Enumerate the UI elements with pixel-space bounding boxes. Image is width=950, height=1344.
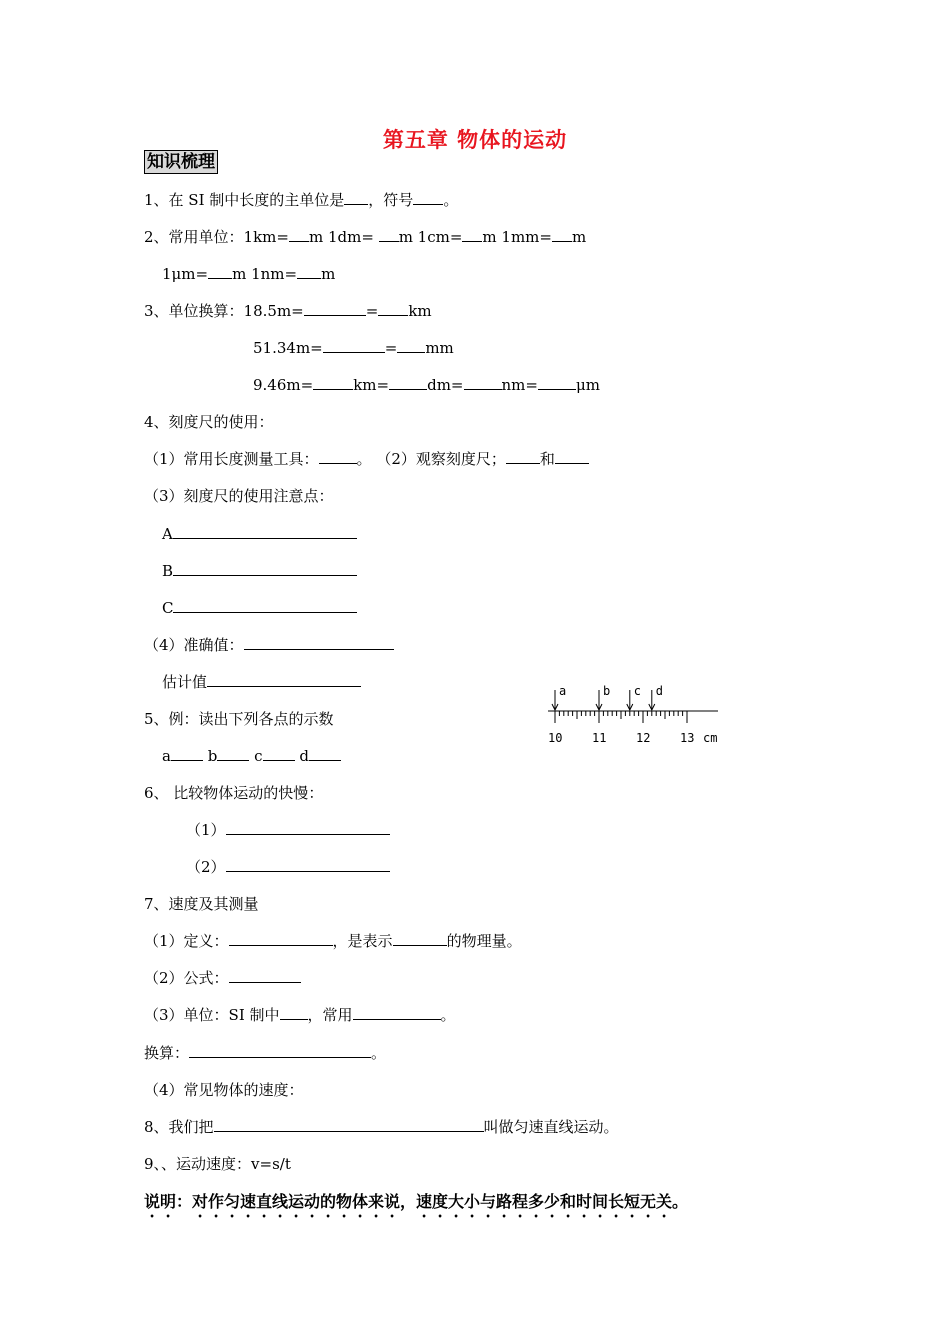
question-7: 7、速度及其测量	[144, 895, 259, 913]
ruler-point-label: d	[655, 684, 664, 698]
blank[interactable]	[280, 1005, 308, 1020]
blank[interactable]	[226, 857, 390, 872]
ruler-tick-label: 13	[680, 731, 695, 745]
point-c-line: C	[162, 598, 357, 618]
blank[interactable]	[229, 968, 301, 983]
blank[interactable]	[173, 561, 357, 576]
blank[interactable]	[208, 264, 232, 279]
point-b-line: B	[162, 561, 357, 581]
note: 说明：对作匀速直线运动的物体来说，速度大小与路程多少和时间长短无关。	[144, 1192, 689, 1211]
blank[interactable]	[379, 227, 399, 242]
ruler-point-label: a	[559, 684, 567, 698]
ruler-tick-label: 11	[592, 731, 607, 745]
blank[interactable]	[413, 190, 443, 205]
question-9: 9、、运动速度：v=s/t	[144, 1155, 291, 1173]
blank[interactable]	[263, 746, 295, 761]
ruler-figure	[540, 682, 730, 752]
blank[interactable]	[462, 227, 482, 242]
blank[interactable]	[538, 375, 576, 390]
blank[interactable]	[207, 672, 361, 687]
ruler-tick-label: 10	[548, 731, 563, 745]
blank[interactable]	[309, 746, 341, 761]
blank[interactable]	[555, 449, 589, 464]
ruler-point-label: b	[603, 684, 611, 698]
estimate-line: 估计值	[162, 672, 361, 692]
question-3-line2: 51.34m= = mm	[253, 339, 454, 357]
blank[interactable]	[217, 746, 249, 761]
section-heading: 知识梳理	[144, 150, 218, 174]
question-7-speeds: （4）常见物体的速度：	[144, 1081, 304, 1099]
question-4-part4: （4）准确值：	[144, 635, 394, 655]
blank[interactable]	[378, 301, 408, 316]
blank[interactable]	[214, 1117, 484, 1132]
blank[interactable]	[297, 264, 321, 279]
question-4-part3: （3）刻度尺的使用注意点：	[144, 487, 334, 505]
blank[interactable]	[353, 1005, 441, 1020]
question-7-conversion: 换算： 。	[144, 1044, 387, 1062]
blank[interactable]	[229, 931, 333, 946]
question-5: 5、例：读出下列各点的示数	[144, 710, 334, 728]
blank[interactable]	[244, 635, 394, 650]
blank[interactable]	[323, 338, 385, 353]
question-2-cont: 1μm= m 1nm= m	[162, 265, 336, 283]
question-6: 6、 比较物体运动的快慢：	[144, 784, 324, 802]
question-6-item1: （1）	[186, 820, 390, 840]
blank[interactable]	[552, 227, 572, 242]
blank[interactable]	[313, 375, 353, 390]
question-5-answers: a b c d	[162, 746, 341, 766]
blank[interactable]	[189, 1043, 371, 1058]
page-title: 第五章 物体的运动	[382, 127, 568, 152]
question-8: 8、我们把 叫做匀速直线运动。	[144, 1118, 619, 1136]
blank[interactable]	[397, 338, 425, 353]
blank[interactable]	[393, 931, 447, 946]
point-a-line: A	[162, 524, 357, 544]
question-3-line3: 9.46m= km= dm= nm= μm	[253, 376, 600, 394]
blank[interactable]	[173, 598, 357, 613]
blank[interactable]	[226, 820, 390, 835]
blank[interactable]	[506, 449, 540, 464]
blank[interactable]	[464, 375, 502, 390]
blank[interactable]	[289, 227, 309, 242]
question-7-def: （1）定义： ，是表示 的物理量。	[144, 932, 522, 950]
question-4: 4、刻度尺的使用：	[144, 413, 274, 431]
blank[interactable]	[304, 301, 366, 316]
blank[interactable]	[173, 524, 357, 539]
blank[interactable]	[319, 449, 357, 464]
question-7-unit: （3）单位：SI 制中 ，常用 。	[144, 1006, 456, 1024]
q1-text: 1、在 SI 制中长度的主单位是	[144, 191, 345, 209]
question-6-item2: （2）	[186, 857, 390, 877]
question-3: 3、单位换算：18.5m= = km	[144, 302, 432, 320]
question-4-part1: （1）常用长度测量工具： 。 （2）观察刻度尺； 和	[144, 449, 589, 469]
blank[interactable]	[344, 190, 368, 205]
question-7-formula: （2）公式：	[144, 968, 301, 988]
question-1: 1、在 SI 制中长度的主单位是 ，符号 。	[144, 191, 459, 209]
blank[interactable]	[389, 375, 427, 390]
question-2: 2、常用单位：1km= m 1dm= m 1cm= m 1mm= m	[144, 228, 587, 246]
ruler-tick-label: 12	[636, 731, 651, 745]
blank[interactable]	[171, 746, 203, 761]
ruler-point-label: c	[633, 684, 642, 698]
ruler-unit-label: cm	[703, 731, 718, 745]
